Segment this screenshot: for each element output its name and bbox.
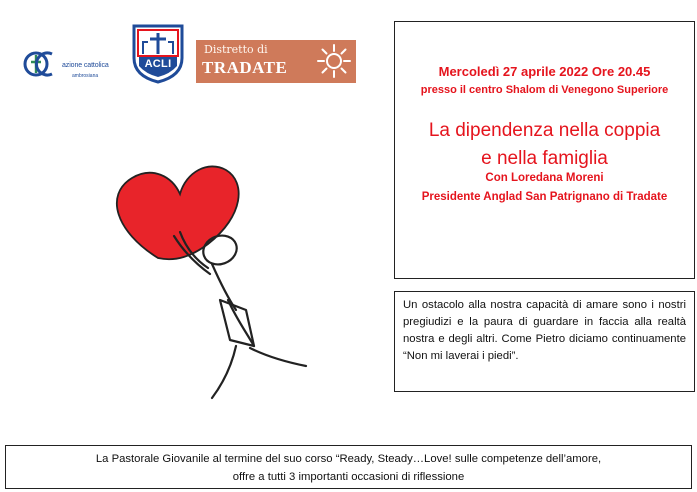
azione-cattolica-logo — [22, 42, 122, 88]
event-title-line-1: La dipendenza nella coppia — [428, 120, 661, 141]
event-speaker: Con Loredana Moreni — [485, 172, 604, 184]
azione-cattolica-subtitle: ambrosiana — [72, 73, 99, 79]
heart-balloon-figure-illustration — [96, 150, 326, 415]
acli-shield-emblem-icon — [130, 22, 186, 84]
event-date: Mercoledì 27 aprile 2022 Ore 20.45 — [438, 64, 651, 79]
event-details-box — [394, 21, 695, 279]
acli-label: ACLI — [144, 58, 172, 70]
acli-logo — [130, 22, 186, 84]
event-title-line-2: e nella famiglia — [481, 148, 608, 169]
sun-icon — [316, 43, 352, 79]
footer-line-2: offre a tutti 3 importanti occasioni di riflessione — [232, 471, 465, 483]
azione-cattolica-name: azione cattolica — [62, 62, 109, 69]
heart-icon — [117, 166, 239, 259]
distretto-tradate-logo — [196, 40, 356, 83]
event-speaker-role: Presidente Anglad San Patrignano di Tradate — [421, 191, 668, 203]
tradate-label: TRADATE — [202, 58, 288, 77]
event-location: presso il centro Shalom di Venegono Superiore — [420, 84, 669, 96]
azione-cattolica-emblem-icon — [22, 42, 64, 84]
footer-line-1: La Pastorale Giovanile al termine del suo corso “Ready, Steady…Love! sulle competenze dell’amore, — [95, 453, 602, 465]
event-title — [395, 117, 694, 173]
distretto-label: Distretto di — [204, 43, 268, 56]
quote-box: Un ostacolo alla nostra capacità di amare sono i nostri pregiudizi e la paura di guardare in faccia alla realtà nostra e degli altri. Come Pietro diciamo continuamente “Non mi laverai i piedi”. — [394, 291, 695, 392]
footer-box — [5, 445, 692, 489]
